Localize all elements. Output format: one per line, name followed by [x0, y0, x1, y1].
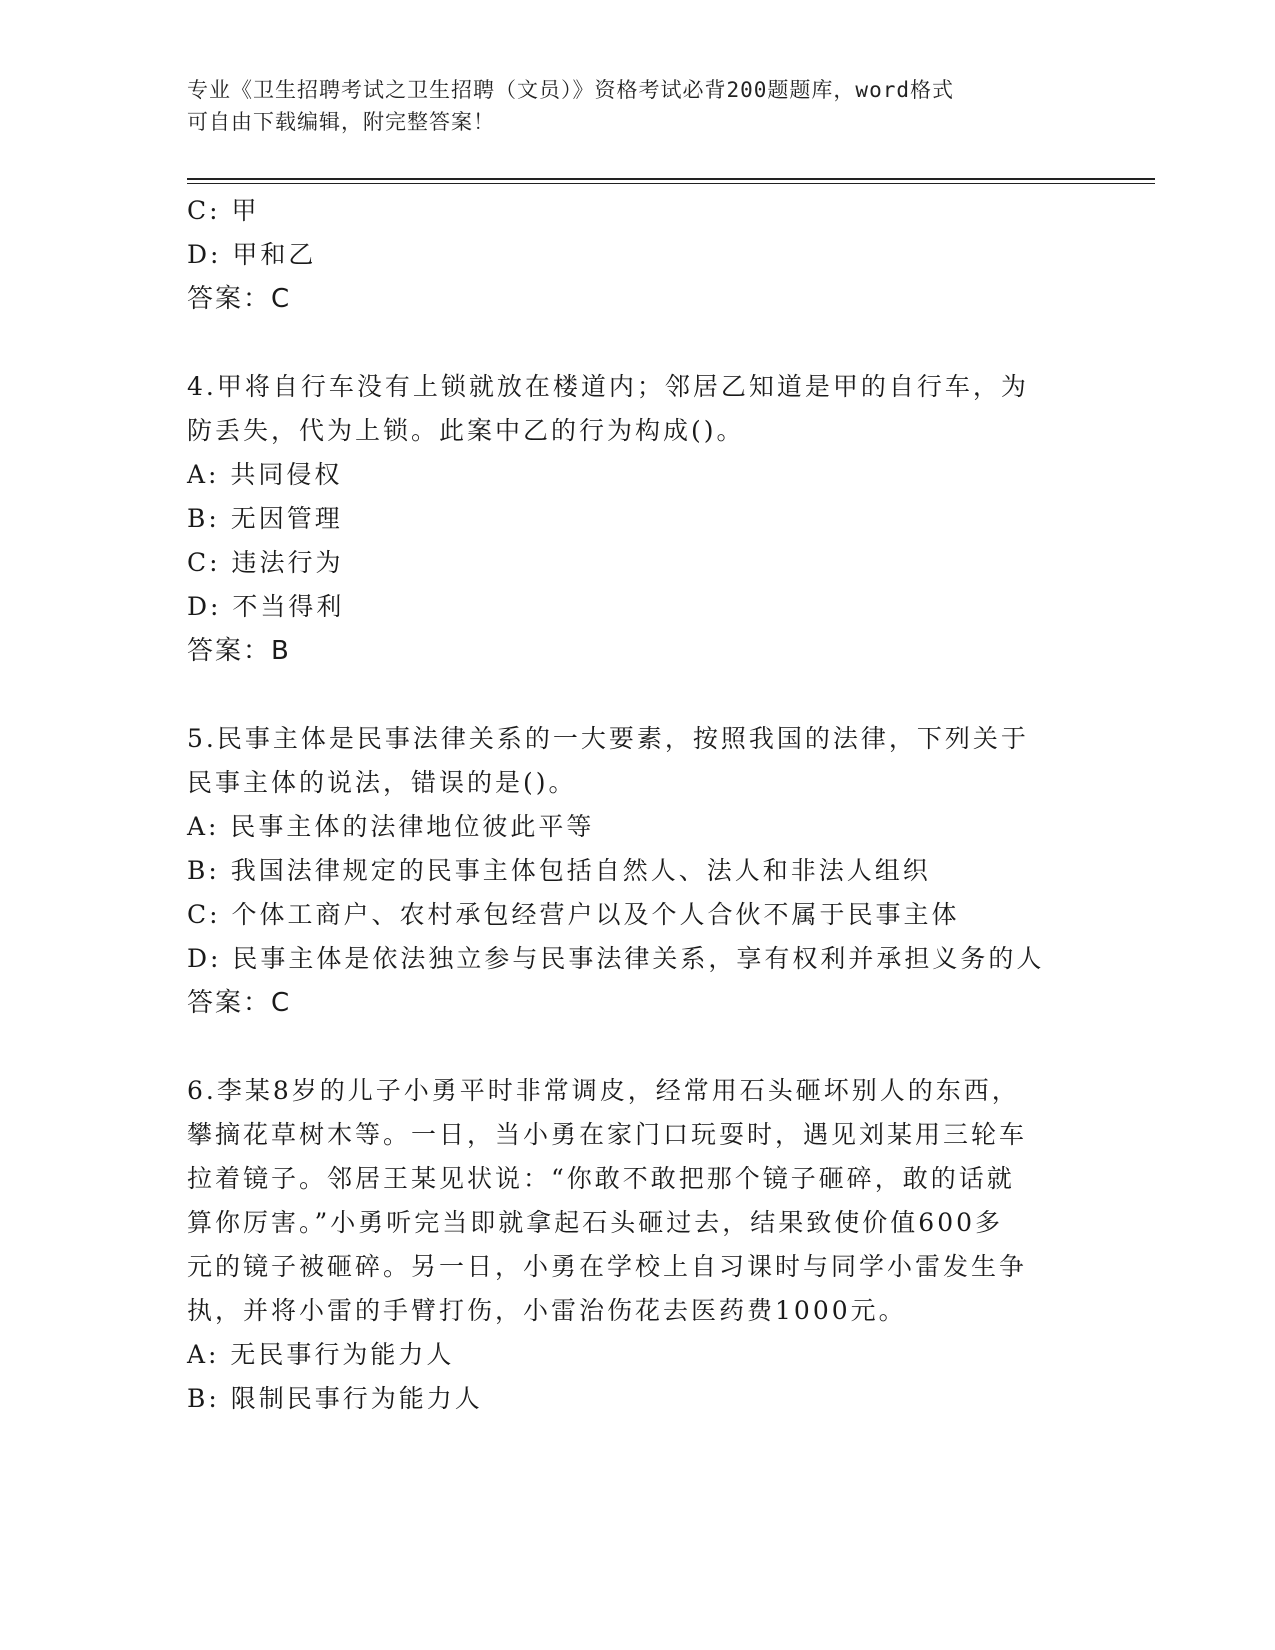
q4-stem-line-1: 4.甲将自行车没有上锁就放在楼道内；邻居乙知道是甲的自行车，为 [187, 372, 1029, 401]
q3-option-c: C: 甲 [187, 196, 260, 225]
header-divider-thin [187, 183, 1155, 184]
q6-stem-line-3: 拉着镜子。邻居王某见状说：“你敢不敢把那个镜子砸碎，敢的话就 [187, 1164, 1015, 1193]
q5-option-d: D: 民事主体是依法独立参与民事法律关系，享有权利并承担义务的人 [187, 944, 1045, 973]
q6-option-a: A: 无民事行为能力人 [187, 1340, 455, 1369]
q5-answer: 答案：C [187, 988, 292, 1018]
q5-option-a: A: 民事主体的法律地位彼此平等 [187, 812, 595, 841]
q5-option-c: C: 个体工商户、农村承包经营户以及个人合伙不属于民事主体 [187, 900, 960, 929]
q6-stem-line-5: 元的镜子被砸碎。另一日，小勇在学校上自习课时与同学小雷发生争 [187, 1252, 1028, 1281]
q4-answer: 答案：B [187, 636, 291, 666]
q4-option-b: B: 无因管理 [187, 504, 343, 533]
document-header [187, 74, 1067, 138]
q4-option-d: D: 不当得利 [187, 592, 345, 621]
q3-option-d: D: 甲和乙 [187, 240, 317, 269]
q5-option-b: B: 我国法律规定的民事主体包括自然人、法人和非法人组织 [187, 856, 931, 885]
q5-stem-line-2: 民事主体的说法，错误的是()。 [187, 768, 577, 797]
q4-option-c: C: 违法行为 [187, 548, 344, 577]
q6-stem-line-4: 算你厉害。”小勇听完当即就拿起石头砸过去，结果致使价值600多 [187, 1208, 1004, 1237]
q3-answer: 答案：C [187, 284, 292, 314]
q6-stem-line-2: 攀摘花草树木等。一日，当小勇在家门口玩耍时，遇见刘某用三轮车 [187, 1120, 1028, 1149]
q5-stem-line-1: 5.民事主体是民事法律关系的一大要素，按照我国的法律，下列关于 [187, 724, 1029, 753]
q6-stem-line-1: 6.李某8岁的儿子小勇平时非常调皮，经常用石头砸坏别人的东西， [187, 1076, 1020, 1105]
header-line-2: 可自由下载编辑，附完整答案！ [187, 110, 495, 134]
header-divider-thick [187, 178, 1155, 180]
q4-option-a: A: 共同侵权 [187, 460, 343, 489]
q6-option-b: B: 限制民事行为能力人 [187, 1384, 483, 1413]
q6-stem-line-6: 执，并将小雷的手臂打伤，小雷治伤花去医药费1000元。 [187, 1296, 907, 1325]
header-line-1: 专业《卫生招聘考试之卫生招聘（文员）》资格考试必背200题题库，word格式 [187, 78, 954, 102]
q4-stem-line-2: 防丢失，代为上锁。此案中乙的行为构成()。 [187, 416, 745, 445]
